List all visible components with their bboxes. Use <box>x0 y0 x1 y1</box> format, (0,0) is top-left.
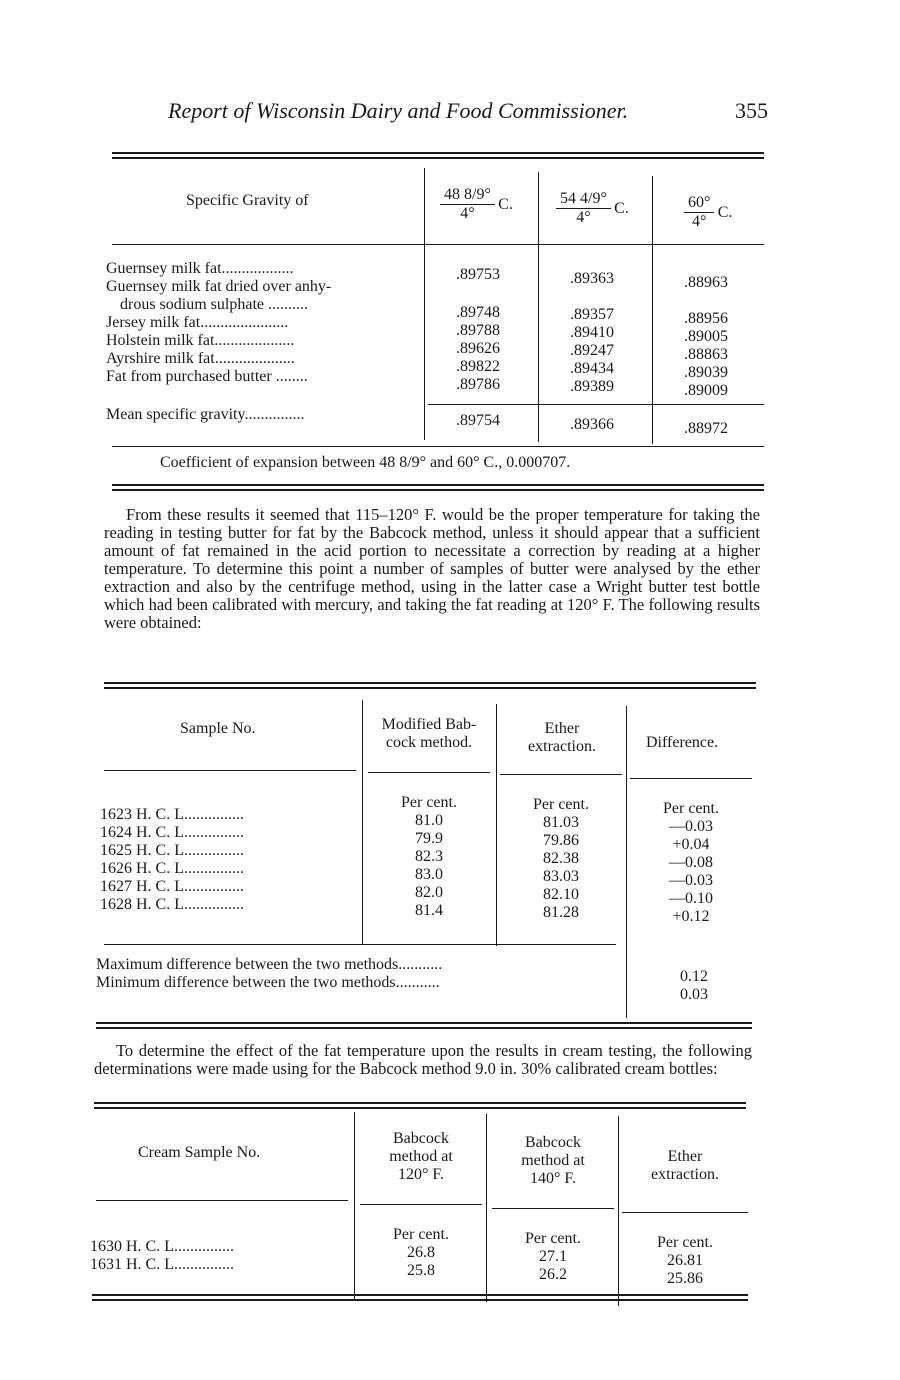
table1-c3-value: .88956 <box>684 310 728 327</box>
table1-col2-header <box>556 190 629 227</box>
table1-footer-rule <box>112 446 764 447</box>
table3-ether-column <box>622 1234 748 1288</box>
value: —0.08 <box>669 854 713 871</box>
table2-ether-column <box>498 796 624 922</box>
table2-min-value: 0.03 <box>680 986 708 1003</box>
table2-header-sample: Sample No. <box>180 720 256 737</box>
table1-row-label: Holstein milk fat.................... <box>106 332 295 349</box>
table2-max-label: Maximum difference between the two methods........... <box>96 956 443 973</box>
value: —0.03 <box>669 818 713 835</box>
header-line: 140° F. <box>529 1170 576 1187</box>
table1-col1-header <box>440 186 513 223</box>
table2-header-rule <box>500 774 622 775</box>
table2-divider <box>496 704 497 946</box>
value: 25.86 <box>667 1270 703 1287</box>
table2-min-label: Minimum difference between the two methods........... <box>96 974 440 991</box>
table1-mean-rule <box>428 404 764 405</box>
sample-label: 1631 H. C. L............... <box>90 1256 234 1273</box>
table1-c3-value: .88863 <box>684 346 728 363</box>
value: 27.1 <box>539 1248 567 1265</box>
table1-c2-value: .89247 <box>570 342 614 359</box>
unit-label: Per cent. <box>393 1226 449 1243</box>
table1-row-label: Guernsey milk fat dried over anhy- <box>106 278 332 295</box>
header-line: cock method. <box>385 734 473 751</box>
table1-c2-value: .89434 <box>570 360 614 377</box>
header-line: Modified Bab- <box>381 716 477 733</box>
table2-divider <box>626 706 627 1018</box>
sample-label: 1627 H. C. L............... <box>100 878 244 895</box>
table1-bottom-rule <box>112 484 764 491</box>
value: 81.0 <box>415 812 443 829</box>
header-line: Ether <box>667 1148 703 1165</box>
table2-header-rule <box>104 770 356 771</box>
header-line: Babcock <box>393 1130 449 1147</box>
sample-label: 1625 H. C. L............... <box>100 842 244 859</box>
table3-header-sample: Cream Sample No. <box>138 1144 261 1161</box>
table1-c2-value: .89363 <box>570 270 614 287</box>
table1-row-label: drous sodium sulphate .......... <box>120 296 308 313</box>
col3-unit: C. <box>717 204 733 221</box>
value: 82.10 <box>543 886 579 903</box>
table1-row-label: Ayrshire milk fat.................... <box>106 350 295 367</box>
table1-top-rule <box>112 152 764 159</box>
table1-c3-value: .89039 <box>684 364 728 381</box>
col2-denominator: 4° <box>576 209 591 226</box>
paragraph-text: From these results it seemed that 115–120° F. would be the proper temperature for taking the reading in testing butter for fat by the Babcock method, unless it should appear that a sufficient amount of fat remained in the acid portion to necessitate a correction by reading at a higher temperature. To determine this point a number of samples of butter were analysed by the ether extraction and also by the centrifuge method, using in the latter case a Wright butter test bottle which had been calibrated with mercury, and taking the fat reading at 120° F. The following results were obtained: <box>104 505 760 632</box>
value: 83.03 <box>543 868 579 885</box>
header-title: Report of Wisconsin Dairy and Food Commissioner. <box>168 98 629 123</box>
table1-c1-value: .89788 <box>456 322 500 339</box>
table3-header-rule <box>492 1208 614 1209</box>
header-line: method at <box>389 1148 453 1165</box>
sample-label: 1623 H. C. L............... <box>100 806 244 823</box>
table1-c1-value: .89822 <box>456 358 500 375</box>
table1-c1-value: .89626 <box>456 340 500 357</box>
table1-c2-value: .89357 <box>570 306 614 323</box>
value: +0.12 <box>672 908 710 925</box>
header-line: Ether <box>544 720 580 737</box>
table3-header-rule <box>360 1204 482 1205</box>
paragraph-text: To determine the effect of the fat temperature upon the results in cream testing, the following determinations were made using for the Babcock method 9.0 in. 30% calibrated cream bottles: <box>94 1041 752 1078</box>
unit-label: Per cent. <box>401 794 457 811</box>
table3-sample-column <box>90 1238 234 1274</box>
col1-denominator: 4° <box>460 205 475 222</box>
page-number: 355 <box>735 98 768 123</box>
table1-row-label: Guernsey milk fat.................. <box>106 260 294 277</box>
table2-header-babcock <box>366 716 492 752</box>
table1-c2-value: .89389 <box>570 378 614 395</box>
table1-col3-header <box>684 194 733 231</box>
value: 26.2 <box>539 1266 567 1283</box>
paragraph-cream-testing <box>94 1042 752 1078</box>
table1-row-label: Fat from purchased butter ........ <box>106 368 308 385</box>
value: —0.03 <box>669 872 713 889</box>
table2-divider <box>362 700 363 944</box>
value: 26.81 <box>667 1252 703 1269</box>
table1-row-label: Jersey milk fat...................... <box>106 314 289 331</box>
unit-label: Per cent. <box>657 1234 713 1251</box>
table2-sample-column <box>100 806 244 914</box>
header-line: extraction. <box>528 738 596 755</box>
header-line: extraction. <box>651 1166 719 1183</box>
unit-label: Per cent. <box>525 1230 581 1247</box>
table2-difference-column <box>628 800 754 926</box>
table2-bottom-rule <box>96 1022 752 1029</box>
header-line: Babcock <box>525 1134 581 1151</box>
value: 82.38 <box>543 850 579 867</box>
value: 25.8 <box>407 1262 435 1279</box>
value: —0.10 <box>669 890 713 907</box>
table1-c3-value: .89005 <box>684 328 728 345</box>
col3-denominator: 4° <box>692 213 707 230</box>
table1-header-label: Specific Gravity of <box>186 192 309 209</box>
table2-header-ether <box>500 720 624 756</box>
header-line: method at <box>521 1152 585 1169</box>
table3-header-rule <box>622 1212 748 1213</box>
sample-label: 1628 H. C. L............... <box>100 896 244 913</box>
value: 82.3 <box>415 848 443 865</box>
col1-numerator: 48 8/9° <box>440 186 495 205</box>
sample-label: 1630 H. C. L............... <box>90 1238 234 1255</box>
running-header <box>168 98 768 124</box>
table1-mean-label: Mean specific gravity............... <box>106 406 305 423</box>
sample-label: 1626 H. C. L............... <box>100 860 244 877</box>
table1-mean-value: .89754 <box>456 412 500 429</box>
table1-footnote: Coefficient of expansion between 48 8/9° and 60° C., 0.000707. <box>160 454 571 471</box>
table1-divider <box>538 172 539 442</box>
table1-c3-value: .88963 <box>684 274 728 291</box>
table1-c2-value: .89410 <box>570 324 614 341</box>
unit-label: Per cent. <box>533 796 589 813</box>
table3-header-rule <box>96 1200 348 1201</box>
table1-c1-value: .89786 <box>456 376 500 393</box>
table1-c1-value: .89753 <box>456 266 500 283</box>
table2-max-value: 0.12 <box>680 968 708 985</box>
value: 26.8 <box>407 1244 435 1261</box>
col3-numerator: 60° <box>684 194 714 213</box>
value: 83.0 <box>415 866 443 883</box>
table2-summary-rule <box>104 944 616 945</box>
value: 81.03 <box>543 814 579 831</box>
table3-header-b120 <box>358 1130 484 1184</box>
table1-c3-value: .89009 <box>684 382 728 399</box>
table3-b120-column <box>358 1226 484 1280</box>
header-line: 120° F. <box>397 1166 444 1183</box>
table3-b140-column <box>490 1230 616 1284</box>
value: 82.0 <box>415 884 443 901</box>
col2-unit: C. <box>614 200 629 217</box>
table2-header-difference: Difference. <box>646 734 719 751</box>
table1-c1-value: .89748 <box>456 304 500 321</box>
paragraph-butter-testing <box>104 506 760 632</box>
value: +0.04 <box>672 836 710 853</box>
table1-mean-value: .89366 <box>570 416 614 433</box>
table1-header-rule <box>112 244 764 245</box>
table3-divider <box>618 1116 619 1306</box>
table3-bottom-rule <box>92 1294 748 1301</box>
value: 81.28 <box>543 904 579 921</box>
table2-header-rule <box>368 772 490 773</box>
table2-top-rule <box>104 682 756 689</box>
table2-header-rule <box>630 778 752 779</box>
table3-divider <box>486 1114 487 1302</box>
table3-header-ether <box>622 1148 748 1184</box>
unit-label: Per cent. <box>663 800 719 817</box>
value: 79.86 <box>543 832 579 849</box>
table1-mean-value: .88972 <box>684 420 728 437</box>
value: 81.4 <box>415 902 443 919</box>
col1-unit: C. <box>498 196 513 213</box>
table3-header-b140 <box>490 1134 616 1188</box>
value: 79.9 <box>415 830 443 847</box>
table3-divider <box>354 1112 355 1300</box>
table3-top-rule <box>94 1102 746 1109</box>
sample-label: 1624 H. C. L............... <box>100 824 244 841</box>
table1-divider <box>424 168 425 440</box>
table2-babcock-column <box>366 794 492 920</box>
col2-numerator: 54 4/9° <box>556 190 611 209</box>
